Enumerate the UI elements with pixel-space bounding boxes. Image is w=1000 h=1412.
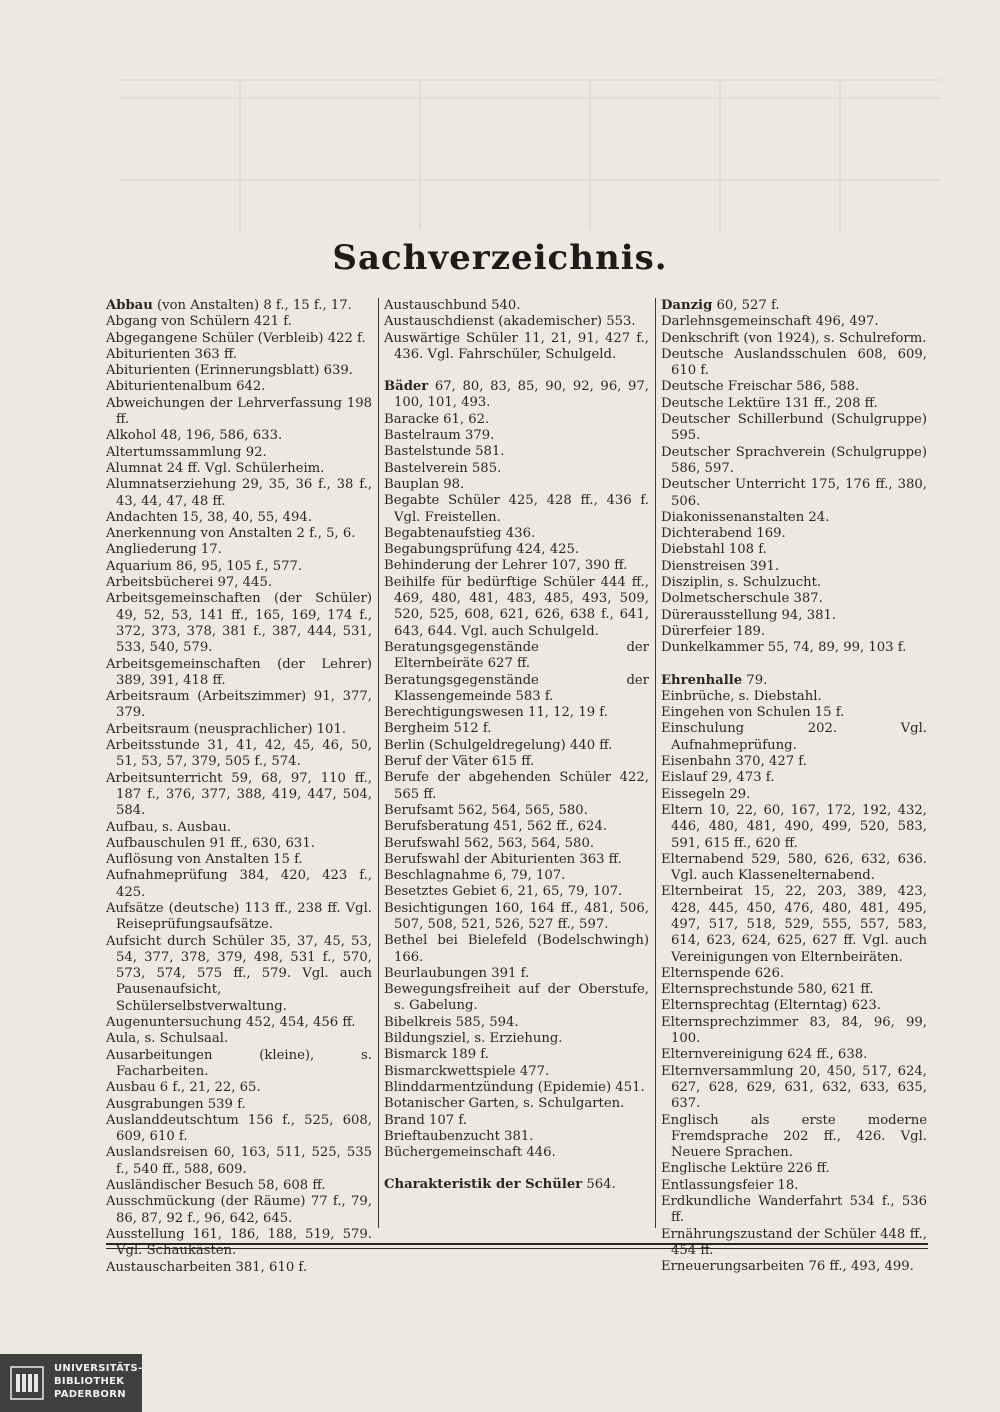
index-entry-text: Arbeitsbücherei 97, 445.: [106, 575, 273, 591]
index-entry: [384, 884, 649, 900]
index-columns: [0, 298, 1000, 1275]
index-entry: [106, 591, 372, 656]
index-entry: [384, 493, 649, 526]
index-section-head: Bäder: [384, 379, 429, 395]
index-entry-text: Aufbauschulen 91 ff., 630, 631.: [106, 835, 315, 851]
index-entry-text: Alkohol 48, 196, 586, 633.: [106, 428, 283, 444]
index-entry-text: Elternsprechzimmer 83, 84, 96, 99, 100.: [661, 1014, 927, 1047]
index-entry: [384, 331, 649, 364]
index-entry-text: Ausbau 6 f., 21, 22, 65.: [106, 1080, 261, 1096]
library-logo: [0, 1354, 142, 1412]
index-entry: [384, 412, 649, 428]
index-entry: [106, 1031, 372, 1047]
bleed-through-table-lines: [120, 30, 940, 230]
index-entry: [384, 852, 649, 868]
index-entry-text: Elternvereinigung 624 ff., 638.: [661, 1047, 868, 1063]
bottom-rule-thick: [106, 1243, 928, 1245]
index-entry: [106, 722, 372, 738]
index-entry-text: Aufsicht durch Schüler 35, 37, 45, 53, 54, 377, 378, 379, 498, 531 f., 570, 573, 574, 575 ff., 579. Vgl. auch Pausenaufsicht, Schülerselbstverwaltung.: [106, 933, 372, 1014]
index-entry-text: Elternabend 529, 580, 626, 632, 636. Vgl. auch Klassenelternabend.: [661, 851, 927, 884]
index-entry-text: Eltern 10, 22, 60, 167, 172, 192, 432, 446, 480, 481, 490, 499, 520, 583, 591, 615 ff., 620 ff.: [661, 802, 927, 851]
index-entry: [661, 721, 927, 754]
index-entry: [106, 575, 372, 591]
index-entry-text: Aula, s. Schulsaal.: [106, 1031, 229, 1047]
index-entry: [384, 1031, 649, 1047]
index-entry-text: Berufswahl der Abiturienten 363 ff.: [384, 851, 622, 867]
index-entry: [661, 298, 927, 314]
index-entry-text: Elternspende 626.: [661, 965, 785, 981]
index-entry-text: Eisenbahn 370, 427 f.: [661, 754, 807, 770]
index-entry: [384, 738, 649, 754]
index-entry: [106, 657, 372, 690]
index-entry-text: Alumnatserziehung 29, 35, 36 f., 38 f., 43, 44, 47, 48 ff.: [106, 477, 372, 509]
index-entry-text: Bibelkreis 585, 594.: [384, 1014, 519, 1030]
index-entry-text: Englische Lektüre 226 ff.: [661, 1161, 830, 1177]
index-entry: [106, 836, 372, 852]
index-entry: [384, 933, 649, 966]
index-entry-text: Berufsamt 562, 564, 565, 580.: [384, 802, 588, 818]
index-entry-text: Berlin (Schulgeldregelung) 440 ff.: [384, 737, 613, 753]
index-entry: [384, 868, 649, 884]
index-entry: [661, 966, 927, 982]
index-entry: [661, 1064, 927, 1113]
index-entry-text: Elternversammlung 20, 450, 517, 624, 627, 628, 629, 631, 632, 633, 635, 637.: [661, 1063, 927, 1112]
index-entry: [384, 705, 649, 721]
index-entry-text: Bismarckwettspiele 477.: [384, 1063, 550, 1079]
index-entry: [106, 314, 372, 330]
index-entry-text: 79.: [742, 672, 768, 688]
index-entry-text: Arbeitsunterricht 59, 68, 97, 110 ff., 187 f., 376, 377, 388, 419, 447, 504, 584.: [106, 770, 372, 819]
index-entry-text: Brand 107 f.: [384, 1112, 467, 1128]
index-entry: [661, 396, 927, 412]
index-entry-text: Augenuntersuchung 452, 454, 456 ff.: [106, 1015, 356, 1031]
index-entry-text: Besichtigungen 160, 164 ff., 481, 506, 507, 508, 521, 526, 527 ff., 597.: [384, 900, 649, 932]
index-entry: [661, 542, 927, 558]
index-entry: [661, 314, 927, 330]
logo-line: PADERBORN: [54, 1389, 126, 1400]
index-entry-text: Deutscher Sprachverein (Schulgruppe) 586, 597.: [661, 444, 927, 476]
index-entry-text: Baracke 61, 62.: [384, 411, 490, 427]
index-entry: [661, 982, 927, 998]
index-entry: [384, 754, 649, 770]
index-entry-text: Arbeitsgemeinschaften (der Schüler) 49, 52, 53, 141 ff., 165, 169, 174 f., 372, 373, 378, 381 f., 387, 444, 531, 533, 540, 579.: [106, 591, 372, 656]
index-column-1: [106, 298, 372, 1276]
index-entry: [384, 1015, 649, 1031]
index-entry: [661, 559, 927, 575]
index-entry: [661, 526, 927, 542]
index-entry-text: Elternsprechstunde 580, 621 ff.: [661, 982, 874, 998]
index-entry: [661, 705, 927, 721]
index-entry-text: Auflösung von Anstalten 15 f.: [106, 852, 303, 868]
library-logo-text: [54, 1362, 143, 1401]
index-entry: [106, 1015, 372, 1031]
index-entry: [384, 575, 649, 640]
index-entry-text: Eingehen von Schulen 15 f.: [661, 705, 845, 721]
index-entry-text: Entlassungsfeier 18.: [661, 1177, 799, 1193]
index-entry: [661, 754, 927, 770]
index-entry-text: Begabungsprüfung 424, 425.: [384, 542, 580, 558]
index-entry-text: Deutscher Unterricht 175, 176 ff., 380, 506.: [661, 477, 927, 509]
index-entry-text: Beratungsgegenstände der Klassengemeinde 583 f.: [384, 672, 649, 704]
index-entry-text: Ernährungszustand der Schüler 448 ff., 454 ff.: [661, 1226, 927, 1258]
index-entry-text: Berufsberatung 451, 562 ff., 624.: [384, 819, 608, 835]
index-entry-text: Englisch als erste moderne Fremdsprache 202 ff., 426. Vgl. Neuere Sprachen.: [661, 1112, 927, 1161]
index-entry: [106, 526, 372, 542]
index-section-head: Charakteristik der Schüler: [384, 1177, 583, 1193]
index-entry-text: Abweichungen der Lehrverfassung 198 ff.: [106, 395, 372, 428]
index-entry: [106, 1048, 372, 1081]
index-entry-text: Bismarck 189 f.: [384, 1047, 489, 1063]
index-entry-text: Bastelraum 379.: [384, 428, 495, 444]
index-entry: [384, 1096, 649, 1112]
index-entry: [384, 314, 649, 330]
index-entry: [106, 868, 372, 901]
index-entry-text: Berufswahl 562, 563, 564, 580.: [384, 835, 595, 851]
index-entry: [106, 1178, 372, 1194]
index-entry-text: Deutsche Freischar 586, 588.: [661, 379, 860, 395]
index-entry: [384, 982, 649, 1015]
index-entry-text: Angliederung 17.: [106, 542, 222, 558]
index-entry: [106, 559, 372, 575]
index-entry-text: Arbeitsraum (Arbeitszimmer) 91, 377, 379.: [106, 689, 372, 721]
index-entry: [384, 901, 649, 934]
index-entry-text: Bildungsziel, s. Erziehung.: [384, 1031, 563, 1047]
index-entry-text: Dolmetscherschule 387.: [661, 591, 823, 607]
index-entry-text: Eissegeln 29.: [661, 786, 751, 802]
index-entry-text: Abiturienten (Erinnerungsblatt) 639.: [106, 363, 353, 379]
library-logo-icon: [10, 1366, 44, 1400]
index-entry-text: Disziplin, s. Schulzucht.: [661, 575, 822, 591]
index-entry-text: Begabtenaufstieg 436.: [384, 525, 536, 541]
index-entry: [106, 934, 372, 1015]
index-entry: [661, 787, 927, 803]
index-entry-text: Botanischer Garten, s. Schulgarten.: [384, 1096, 625, 1112]
index-entry-text: Austauschbund 540.: [384, 298, 521, 313]
index-entry: [106, 445, 372, 461]
index-entry-text: Besetztes Gebiet 6, 21, 65, 79, 107.: [384, 884, 623, 900]
index-entry-text: Aufnahmeprüfung 384, 420, 423 f., 425.: [106, 868, 372, 900]
index-entry-text: Elternbeirat 15, 22, 203, 389, 423, 428, 445, 450, 476, 480, 481, 495, 497, 517, 518, 529, 555, 557, 583, 614, 623, 624, 625, 627 ff. Vgl. auch Vereinigungen von Elternbeiräten.: [661, 884, 927, 965]
index-entry: [661, 510, 927, 526]
index-entry-text: Bastelstunde 581.: [384, 444, 505, 460]
index-entry: [106, 689, 372, 722]
index-entry-text: Auswärtige Schüler 11, 21, 91, 427 f., 436. Vgl. Fahrschüler, Schulgeld.: [384, 330, 649, 362]
index-entry: [661, 608, 927, 624]
index-entry: [384, 542, 649, 558]
index-entry: [106, 1260, 372, 1276]
index-entry: [106, 852, 372, 868]
section-gap: [661, 657, 927, 673]
index-entry: [106, 298, 372, 314]
index-entry-text: Ausgrabungen 539 f.: [106, 1096, 246, 1112]
index-section-head: Danzig: [661, 298, 713, 313]
index-entry-text: Erdkundliche Wanderfahrt 534 f., 536 ff.: [661, 1194, 927, 1226]
index-entry: [661, 477, 927, 510]
index-entry: [661, 640, 927, 656]
index-entry: [384, 461, 649, 477]
index-entry: [384, 966, 649, 982]
index-entry: [661, 1161, 927, 1177]
index-entry: [661, 673, 927, 689]
index-entry: [661, 412, 927, 445]
index-entry-text: Aufsätze (deutsche) 113 ff., 238 ff. Vgl. Reiseprüfungsaufsätze.: [106, 900, 372, 933]
index-entry-text: Beschlagnahme 6, 79, 107.: [384, 868, 566, 884]
index-entry: [106, 1194, 372, 1227]
index-entry: [384, 819, 649, 835]
index-entry: [661, 624, 927, 640]
index-entry-text: Abgang von Schülern 421 f.: [106, 314, 292, 330]
index-entry: [661, 803, 927, 852]
index-entry: [661, 1015, 927, 1048]
index-entry-text: Darlehnsgemeinschaft 496, 497.: [661, 314, 879, 330]
index-entry: [661, 1194, 927, 1227]
index-entry: [661, 884, 927, 965]
index-entry: [106, 901, 372, 934]
page-title: Sachverzeichnis.: [332, 238, 668, 278]
index-entry-text: Berufe der abgehenden Schüler 422, 565 ff.: [384, 770, 649, 802]
bleed-through-text: [120, 30, 940, 230]
index-entry-text: Eislauf 29, 473 f.: [661, 770, 775, 786]
index-entry: [384, 298, 649, 314]
index-entry-text: Bauplan 98.: [384, 476, 465, 492]
index-entry-text: 67, 80, 83, 85, 90, 92, 96, 97, 100, 101, 493.: [394, 379, 649, 411]
index-entry: [106, 331, 372, 347]
index-entry-text: Aufbau, s. Ausbau.: [106, 819, 232, 835]
index-entry: [661, 1047, 927, 1063]
index-entry: [661, 1113, 927, 1162]
index-entry-text: Einschulung 202. Vgl. Aufnahmeprüfung.: [661, 721, 927, 753]
index-entry-text: Bastelverein 585.: [384, 460, 502, 476]
index-entry-text: Ausländischer Besuch 58, 608 ff.: [106, 1178, 326, 1194]
index-entry: [384, 721, 649, 737]
index-entry-text: Alumnat 24 ff. Vgl. Schülerheim.: [106, 460, 325, 476]
index-entry-text: Andachten 15, 38, 40, 55, 494.: [106, 509, 313, 525]
index-entry-text: Blinddarmentzündung (Epidemie) 451.: [384, 1079, 645, 1095]
index-entry-text: Bethel bei Bielefeld (Bodelschwingh) 166.: [384, 933, 649, 965]
index-entry: [384, 558, 649, 574]
index-entry: [106, 542, 372, 558]
index-entry-text: Deutscher Schillerbund (Schulgruppe) 595.: [661, 412, 927, 444]
index-entry: [661, 852, 927, 885]
index-entry: [384, 1177, 649, 1193]
index-entry-text: Ausstellung 161, 186, 188, 519, 579. Vgl. Schaukästen.: [106, 1226, 372, 1259]
index-entry-text: Dürerfeier 189.: [661, 623, 766, 639]
index-entry: [106, 1113, 372, 1146]
index-entry: [661, 575, 927, 591]
index-column-2: [384, 298, 649, 1194]
index-entry: [106, 510, 372, 526]
index-entry: [106, 428, 372, 444]
index-entry-text: Deutsche Lektüre 131 ff., 208 ff.: [661, 395, 878, 411]
index-entry: [384, 1064, 649, 1080]
index-entry: [106, 820, 372, 836]
index-entry-text: Arbeitsraum (neusprachlicher) 101.: [106, 721, 347, 737]
index-entry-text: Ausschmückung (der Räume) 77 f., 79, 86, 87, 92 f., 96, 642, 645.: [106, 1194, 372, 1226]
index-entry: [106, 1145, 372, 1178]
index-section-head: Ehrenhalle: [661, 672, 743, 688]
index-entry: [106, 396, 372, 429]
index-entry: [384, 836, 649, 852]
index-entry-text: Dienstreisen 391.: [661, 558, 780, 574]
section-gap: [384, 1161, 649, 1177]
index-entry-text: Arbeitsstunde 31, 41, 42, 45, 46, 50, 51, 53, 57, 379, 505 f., 574.: [106, 738, 372, 770]
index-entry: [106, 771, 372, 820]
index-entry: [384, 640, 649, 673]
index-entry: [661, 379, 927, 395]
index-entry: [384, 1113, 649, 1129]
index-entry: [384, 1129, 649, 1145]
section-gap: [384, 363, 649, 379]
index-entry-text: Auslanddeutschtum 156 f., 525, 608, 609, 610 f.: [106, 1112, 372, 1145]
logo-line: UNIVERSITÄTS-: [54, 1363, 143, 1374]
index-entry: [661, 770, 927, 786]
index-entry: [661, 445, 927, 478]
index-entry-text: Beruf der Väter 615 ff.: [384, 754, 535, 770]
index-entry-text: Berechtigungswesen 11, 12, 19 f.: [384, 705, 608, 721]
index-entry: [661, 998, 927, 1014]
index-entry: [384, 673, 649, 706]
index-entry: [384, 1047, 649, 1063]
index-entry: [384, 1145, 649, 1161]
index-entry-text: Diakonissenanstalten 24.: [661, 509, 830, 525]
index-entry-text: Deutsche Auslandsschulen 608, 609, 610 f.: [661, 346, 927, 379]
index-entry-text: Beihilfe für bedürftige Schüler 444 ff., 469, 480, 481, 483, 485, 493, 509, 520, 525, 608, 621, 626, 638 f., 641, 643, 644. Vgl. auch Schulgeld.: [384, 574, 649, 639]
index-entry-text: Abiturienten 363 ff.: [106, 346, 238, 362]
index-entry-text: Erneuerungsarbeiten 76 ff., 493, 499.: [661, 1259, 914, 1275]
index-entry: [384, 379, 649, 412]
index-entry-text: Dürerausstellung 94, 381.: [661, 607, 837, 623]
index-section-head: Abbau: [106, 298, 153, 313]
index-entry-text: Bergheim 512 f.: [384, 721, 492, 737]
index-entry-text: Dunkelkammer 55, 74, 89, 99, 103 f.: [661, 640, 907, 656]
index-entry: [661, 331, 927, 347]
index-entry: [384, 770, 649, 803]
index-entry: [661, 591, 927, 607]
index-entry: [384, 1080, 649, 1096]
index-entry-text: Austauschdienst (akademischer) 553.: [384, 314, 636, 330]
index-entry: [106, 477, 372, 510]
index-entry: [106, 738, 372, 771]
index-entry-text: Begabte Schüler 425, 428 ff., 436 f. Vgl. Freistellen.: [384, 493, 649, 525]
index-entry-text: (von Anstalten) 8 f., 15 f., 17.: [152, 298, 352, 313]
index-column-3: [661, 298, 927, 1276]
logo-line: BIBLIOTHEK: [54, 1376, 125, 1387]
index-entry: [106, 347, 372, 363]
index-entry: [384, 444, 649, 460]
index-entry-text: Altertumssammlung 92.: [106, 444, 267, 460]
index-entry-text: 564.: [582, 1177, 616, 1193]
index-entry: [661, 1178, 927, 1194]
index-entry: [661, 689, 927, 705]
index-entry: [661, 1259, 927, 1275]
index-entry: [106, 363, 372, 379]
index-entry-text: Auslandsreisen 60, 163, 511, 525, 535 f., 540 ff., 588, 609.: [106, 1145, 372, 1177]
index-entry: [106, 461, 372, 477]
index-entry: [661, 347, 927, 380]
index-entry: [384, 803, 649, 819]
index-entry: [384, 477, 649, 493]
index-entry-text: Anerkennung von Anstalten 2 f., 5, 6.: [106, 526, 356, 542]
index-entry-text: Aquarium 86, 95, 105 f., 577.: [106, 558, 303, 574]
index-entry-text: Einbrüche, s. Diebstahl.: [661, 688, 822, 704]
index-entry-text: 60, 527 f.: [712, 298, 780, 313]
index-entry-text: Ausarbeitungen (kleine), s. Facharbeiten.: [106, 1047, 372, 1079]
index-entry-text: Beurlaubungen 391 f.: [384, 965, 530, 981]
index-entry: [106, 1097, 372, 1113]
index-entry: [106, 1080, 372, 1096]
index-entry-text: Elternsprechtag (Elterntag) 623.: [661, 998, 881, 1014]
index-entry-text: Bewegungsfreiheit auf der Oberstufe, s. Gabelung.: [384, 982, 649, 1014]
index-entry-text: Abgegangene Schüler (Verbleib) 422 f.: [106, 330, 366, 346]
index-entry-text: Arbeitsgemeinschaften (der Lehrer) 389, 391, 418 ff.: [106, 656, 372, 688]
index-entry-text: Denkschrift (von 1924), s. Schulreform.: [661, 330, 927, 346]
index-entry: [106, 379, 372, 395]
index-entry-text: Diebstahl 108 f.: [661, 542, 767, 558]
index-entry-text: Büchergemeinschaft 446.: [384, 1145, 556, 1161]
index-entry-text: Dichterabend 169.: [661, 526, 786, 542]
index-entry-text: Behinderung der Lehrer 107, 390 ff.: [384, 558, 628, 574]
bottom-rule-thin: [106, 1248, 928, 1249]
index-entry: [384, 526, 649, 542]
index-entry: [384, 428, 649, 444]
index-entry-text: Abiturientenalbum 642.: [106, 379, 266, 395]
index-entry-text: Beratungsgegenstände der Elternbeiräte 627 ff.: [384, 639, 649, 672]
index-entry-text: Brieftaubenzucht 381.: [384, 1128, 534, 1144]
index-entry-text: Austauscharbeiten 381, 610 f.: [106, 1259, 308, 1275]
